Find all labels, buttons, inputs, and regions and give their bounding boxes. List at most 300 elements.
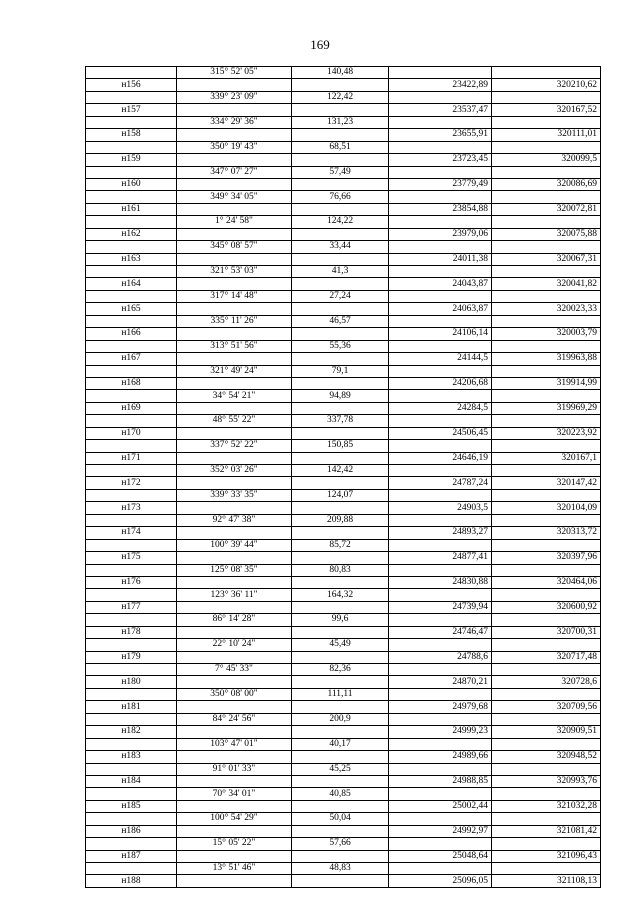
y-coordinate-cell: [492, 241, 601, 253]
angle-cell: 339° 23' 09": [177, 91, 292, 103]
angle-cell: 335° 11' 26": [177, 315, 292, 327]
y-coordinate-cell: 320397,96: [492, 552, 601, 564]
angle-cell: [177, 303, 292, 315]
table-row: [86, 576, 601, 588]
point-cell: н163: [86, 253, 177, 265]
angle-cell: [177, 328, 292, 340]
x-coordinate-cell: 24988,85: [389, 775, 492, 787]
table-row: [86, 191, 601, 203]
point-cell: [86, 489, 177, 501]
y-coordinate-cell: [492, 290, 601, 302]
distance-cell: [292, 253, 389, 265]
table-row: [86, 178, 601, 190]
x-coordinate-cell: [389, 365, 492, 377]
x-coordinate-cell: 23854,88: [389, 203, 492, 215]
distance-cell: 99,6: [292, 614, 389, 626]
table-row: [86, 726, 601, 738]
table-row: [86, 91, 601, 103]
x-coordinate-cell: 24106,14: [389, 328, 492, 340]
angle-cell: 92° 47' 38": [177, 514, 292, 526]
y-coordinate-cell: 320086,69: [492, 178, 601, 190]
x-coordinate-cell: 23655,91: [389, 129, 492, 141]
distance-cell: [292, 402, 389, 414]
point-cell: н156: [86, 79, 177, 91]
y-coordinate-cell: [492, 763, 601, 775]
table-row: [86, 228, 601, 240]
distance-cell: [292, 104, 389, 116]
point-cell: [86, 415, 177, 427]
angle-cell: 91° 01' 33": [177, 763, 292, 775]
distance-cell: 200,9: [292, 713, 389, 725]
y-coordinate-cell: 320948,52: [492, 751, 601, 763]
point-cell: н166: [86, 328, 177, 340]
point-cell: [86, 863, 177, 875]
distance-cell: [292, 676, 389, 688]
angle-cell: [177, 576, 292, 588]
angle-cell: 100° 39' 44": [177, 539, 292, 551]
x-coordinate-cell: [389, 141, 492, 153]
y-coordinate-cell: [492, 688, 601, 700]
point-cell: [86, 589, 177, 601]
point-cell: н164: [86, 278, 177, 290]
distance-cell: [292, 800, 389, 812]
angle-cell: 70° 34' 01": [177, 788, 292, 800]
angle-cell: 345° 08' 57": [177, 241, 292, 253]
y-coordinate-cell: [492, 738, 601, 750]
x-coordinate-cell: 24284,5: [389, 402, 492, 414]
distance-cell: [292, 328, 389, 340]
point-cell: [86, 838, 177, 850]
distance-cell: 124,22: [292, 216, 389, 228]
distance-cell: 122,42: [292, 91, 389, 103]
distance-cell: [292, 154, 389, 166]
distance-cell: [292, 129, 389, 141]
y-coordinate-cell: 320210,62: [492, 79, 601, 91]
x-coordinate-cell: [389, 514, 492, 526]
distance-cell: 131,23: [292, 116, 389, 128]
y-coordinate-cell: 320717,48: [492, 651, 601, 663]
table-row: [86, 166, 601, 178]
point-cell: н157: [86, 104, 177, 116]
point-cell: н158: [86, 129, 177, 141]
point-cell: н169: [86, 402, 177, 414]
x-coordinate-cell: [389, 241, 492, 253]
distance-cell: [292, 825, 389, 837]
angle-cell: [177, 178, 292, 190]
x-coordinate-cell: [389, 191, 492, 203]
point-cell: [86, 614, 177, 626]
x-coordinate-cell: 24144,5: [389, 353, 492, 365]
point-cell: н170: [86, 427, 177, 439]
distance-cell: [292, 701, 389, 713]
y-coordinate-cell: 319963,88: [492, 353, 601, 365]
table-row: [86, 278, 601, 290]
angle-cell: 125° 08' 35": [177, 564, 292, 576]
angle-cell: 22° 10' 24": [177, 639, 292, 651]
y-coordinate-cell: [492, 589, 601, 601]
y-coordinate-cell: [492, 415, 601, 427]
distance-cell: 76,66: [292, 191, 389, 203]
point-cell: н178: [86, 626, 177, 638]
distance-cell: 142,42: [292, 465, 389, 477]
point-cell: н172: [86, 477, 177, 489]
distance-cell: 94,89: [292, 390, 389, 402]
x-coordinate-cell: 24788,6: [389, 651, 492, 663]
point-cell: [86, 141, 177, 153]
y-coordinate-cell: [492, 639, 601, 651]
x-coordinate-cell: [389, 116, 492, 128]
y-coordinate-cell: 320728,6: [492, 676, 601, 688]
x-coordinate-cell: 23979,06: [389, 228, 492, 240]
x-coordinate-cell: [389, 290, 492, 302]
y-coordinate-cell: [492, 788, 601, 800]
y-coordinate-cell: 320700,31: [492, 626, 601, 638]
y-coordinate-cell: 320067,31: [492, 253, 601, 265]
point-cell: н167: [86, 353, 177, 365]
angle-cell: [177, 502, 292, 514]
angle-cell: 34° 54' 21": [177, 390, 292, 402]
point-cell: н162: [86, 228, 177, 240]
distance-cell: [292, 875, 389, 887]
x-coordinate-cell: [389, 664, 492, 676]
point-cell: [86, 788, 177, 800]
angle-cell: 313° 51' 56": [177, 340, 292, 352]
angle-cell: [177, 825, 292, 837]
table-row: [86, 377, 601, 389]
y-coordinate-cell: 320072,81: [492, 203, 601, 215]
y-coordinate-cell: [492, 539, 601, 551]
y-coordinate-cell: 321108,13: [492, 875, 601, 887]
point-cell: н186: [86, 825, 177, 837]
table-row: [86, 328, 601, 340]
angle-cell: [177, 626, 292, 638]
point-cell: н184: [86, 775, 177, 787]
x-coordinate-cell: 24830,88: [389, 576, 492, 588]
distance-cell: 80,83: [292, 564, 389, 576]
angle-cell: [177, 452, 292, 464]
table-row: [86, 676, 601, 688]
distance-cell: 79,1: [292, 365, 389, 377]
y-coordinate-cell: 320993,76: [492, 775, 601, 787]
angle-cell: [177, 104, 292, 116]
x-coordinate-cell: 24989,66: [389, 751, 492, 763]
distance-cell: [292, 601, 389, 613]
table-row: [86, 664, 601, 676]
angle-cell: 123° 36' 11": [177, 589, 292, 601]
distance-cell: 111,11: [292, 688, 389, 700]
y-coordinate-cell: 320111,01: [492, 129, 601, 141]
y-coordinate-cell: [492, 614, 601, 626]
x-coordinate-cell: [389, 266, 492, 278]
distance-cell: [292, 178, 389, 190]
table-row: [86, 489, 601, 501]
point-cell: н171: [86, 452, 177, 464]
x-coordinate-cell: 24506,45: [389, 427, 492, 439]
x-coordinate-cell: 24206,68: [389, 377, 492, 389]
distance-cell: [292, 228, 389, 240]
x-coordinate-cell: [389, 315, 492, 327]
x-coordinate-cell: [389, 713, 492, 725]
distance-cell: 164,32: [292, 589, 389, 601]
angle-cell: 86° 14' 28": [177, 614, 292, 626]
y-coordinate-cell: [492, 390, 601, 402]
y-coordinate-cell: 320313,72: [492, 527, 601, 539]
table-row: [86, 651, 601, 663]
distance-cell: [292, 377, 389, 389]
x-coordinate-cell: 24992,97: [389, 825, 492, 837]
y-coordinate-cell: [492, 564, 601, 576]
table-row: [86, 303, 601, 315]
angle-cell: 13° 51' 46": [177, 863, 292, 875]
y-coordinate-cell: 320003,79: [492, 328, 601, 340]
angle-cell: 334° 29' 36": [177, 116, 292, 128]
distance-cell: [292, 353, 389, 365]
distance-cell: [292, 751, 389, 763]
point-cell: [86, 713, 177, 725]
y-coordinate-cell: [492, 340, 601, 352]
distance-cell: [292, 203, 389, 215]
y-coordinate-cell: 320909,51: [492, 726, 601, 738]
distance-cell: 57,66: [292, 838, 389, 850]
point-cell: [86, 688, 177, 700]
point-cell: [86, 340, 177, 352]
y-coordinate-cell: [492, 216, 601, 228]
table-row: [86, 216, 601, 228]
point-cell: [86, 390, 177, 402]
distance-cell: 46,57: [292, 315, 389, 327]
y-coordinate-cell: [492, 465, 601, 477]
x-coordinate-cell: 24870,21: [389, 676, 492, 688]
table-row: [86, 116, 601, 128]
y-coordinate-cell: 321096,43: [492, 850, 601, 862]
distance-cell: 40,85: [292, 788, 389, 800]
y-coordinate-cell: 319969,29: [492, 402, 601, 414]
y-coordinate-cell: 320600,92: [492, 601, 601, 613]
table-row: [86, 390, 601, 402]
table-row: [86, 452, 601, 464]
angle-cell: [177, 701, 292, 713]
y-coordinate-cell: 320147,42: [492, 477, 601, 489]
table-row: [86, 601, 601, 613]
angle-cell: 347° 07' 27": [177, 166, 292, 178]
point-cell: н173: [86, 502, 177, 514]
point-cell: [86, 639, 177, 651]
y-coordinate-cell: 319914,99: [492, 377, 601, 389]
angle-cell: [177, 203, 292, 215]
point-cell: [86, 166, 177, 178]
x-coordinate-cell: 23723,45: [389, 154, 492, 166]
y-coordinate-cell: [492, 664, 601, 676]
table-row: [86, 415, 601, 427]
y-coordinate-cell: [492, 166, 601, 178]
table-row: [86, 813, 601, 825]
x-coordinate-cell: [389, 838, 492, 850]
table-row: [86, 701, 601, 713]
point-cell: н174: [86, 527, 177, 539]
x-coordinate-cell: 24893,27: [389, 527, 492, 539]
table-row: [86, 241, 601, 253]
angle-cell: 1° 24' 58": [177, 216, 292, 228]
point-cell: н165: [86, 303, 177, 315]
angle-cell: [177, 154, 292, 166]
x-coordinate-cell: 24739,94: [389, 601, 492, 613]
coordinates-table: [85, 66, 601, 888]
angle-cell: [177, 527, 292, 539]
point-cell: [86, 763, 177, 775]
distance-cell: [292, 651, 389, 663]
table-row: [86, 340, 601, 352]
table-row: [86, 141, 601, 153]
table-row: [86, 502, 601, 514]
point-cell: [86, 241, 177, 253]
y-coordinate-cell: [492, 440, 601, 452]
x-coordinate-cell: [389, 489, 492, 501]
point-cell: [86, 365, 177, 377]
distance-cell: 57,49: [292, 166, 389, 178]
angle-cell: [177, 79, 292, 91]
x-coordinate-cell: [389, 390, 492, 402]
table-row: [86, 129, 601, 141]
y-coordinate-cell: [492, 838, 601, 850]
table-row: [86, 67, 601, 79]
x-coordinate-cell: 24011,38: [389, 253, 492, 265]
x-coordinate-cell: [389, 738, 492, 750]
angle-cell: 7° 45' 33": [177, 664, 292, 676]
table-row: [86, 402, 601, 414]
table-row: [86, 875, 601, 887]
point-cell: [86, 664, 177, 676]
table-row: [86, 850, 601, 862]
table-row: [86, 514, 601, 526]
distance-cell: 33,44: [292, 241, 389, 253]
x-coordinate-cell: [389, 166, 492, 178]
distance-cell: 27,24: [292, 290, 389, 302]
x-coordinate-cell: [389, 340, 492, 352]
table-row: [86, 800, 601, 812]
y-coordinate-cell: [492, 365, 601, 377]
table-row: [86, 838, 601, 850]
distance-cell: 45,49: [292, 639, 389, 651]
distance-cell: [292, 427, 389, 439]
table-row: [86, 825, 601, 837]
point-cell: н161: [86, 203, 177, 215]
y-coordinate-cell: 320167,52: [492, 104, 601, 116]
angle-cell: [177, 377, 292, 389]
point-cell: [86, 514, 177, 526]
angle-cell: 337° 52' 22": [177, 440, 292, 452]
point-cell: н187: [86, 850, 177, 862]
x-coordinate-cell: 24646,19: [389, 452, 492, 464]
page-number: 169: [310, 37, 330, 52]
distance-cell: 45,25: [292, 763, 389, 775]
angle-cell: [177, 775, 292, 787]
table-row: [86, 353, 601, 365]
angle-cell: [177, 800, 292, 812]
angle-cell: [177, 651, 292, 663]
angle-cell: [177, 751, 292, 763]
angle-cell: 350° 08' 00": [177, 688, 292, 700]
point-cell: н181: [86, 701, 177, 713]
y-coordinate-cell: [492, 191, 601, 203]
x-coordinate-cell: 25048,64: [389, 850, 492, 862]
y-coordinate-cell: [492, 514, 601, 526]
distance-cell: 82,36: [292, 664, 389, 676]
y-coordinate-cell: 320099,5: [492, 154, 601, 166]
y-coordinate-cell: 320023,33: [492, 303, 601, 315]
point-cell: н179: [86, 651, 177, 663]
table-row: [86, 539, 601, 551]
table-row: [86, 738, 601, 750]
distance-cell: 55,36: [292, 340, 389, 352]
angle-cell: [177, 875, 292, 887]
table-row: [86, 863, 601, 875]
angle-cell: 321° 49' 24": [177, 365, 292, 377]
x-coordinate-cell: [389, 639, 492, 651]
y-coordinate-cell: 321032,28: [492, 800, 601, 812]
table-row: [86, 79, 601, 91]
point-cell: н180: [86, 676, 177, 688]
angle-cell: [177, 278, 292, 290]
x-coordinate-cell: [389, 688, 492, 700]
table-row: [86, 688, 601, 700]
x-coordinate-cell: 24903,5: [389, 502, 492, 514]
distance-cell: [292, 303, 389, 315]
angle-cell: 350° 19' 43": [177, 141, 292, 153]
x-coordinate-cell: [389, 67, 492, 79]
point-cell: [86, 465, 177, 477]
table-row: [86, 614, 601, 626]
x-coordinate-cell: [389, 614, 492, 626]
point-cell: [86, 564, 177, 576]
point-cell: [86, 67, 177, 79]
point-cell: [86, 813, 177, 825]
table-row: [86, 751, 601, 763]
table-row: [86, 465, 601, 477]
distance-cell: 85,72: [292, 539, 389, 551]
distance-cell: 41,3: [292, 266, 389, 278]
x-coordinate-cell: [389, 440, 492, 452]
y-coordinate-cell: [492, 813, 601, 825]
x-coordinate-cell: [389, 763, 492, 775]
point-cell: н175: [86, 552, 177, 564]
point-cell: н185: [86, 800, 177, 812]
x-coordinate-cell: [389, 564, 492, 576]
distance-cell: [292, 502, 389, 514]
distance-cell: 50,04: [292, 813, 389, 825]
x-coordinate-cell: 24877,41: [389, 552, 492, 564]
point-cell: н168: [86, 377, 177, 389]
angle-cell: [177, 427, 292, 439]
y-coordinate-cell: 320167,1: [492, 452, 601, 464]
table-row: [86, 365, 601, 377]
point-cell: н183: [86, 751, 177, 763]
point-cell: [86, 290, 177, 302]
table-row: [86, 589, 601, 601]
distance-cell: 209,88: [292, 514, 389, 526]
distance-cell: [292, 452, 389, 464]
angle-cell: [177, 552, 292, 564]
y-coordinate-cell: 320041,82: [492, 278, 601, 290]
table-row: [86, 154, 601, 166]
y-coordinate-cell: 320464,06: [492, 576, 601, 588]
y-coordinate-cell: [492, 141, 601, 153]
y-coordinate-cell: [492, 116, 601, 128]
table-row: [86, 203, 601, 215]
table-row: [86, 315, 601, 327]
table-row: [86, 564, 601, 576]
y-coordinate-cell: [492, 266, 601, 278]
point-cell: [86, 315, 177, 327]
